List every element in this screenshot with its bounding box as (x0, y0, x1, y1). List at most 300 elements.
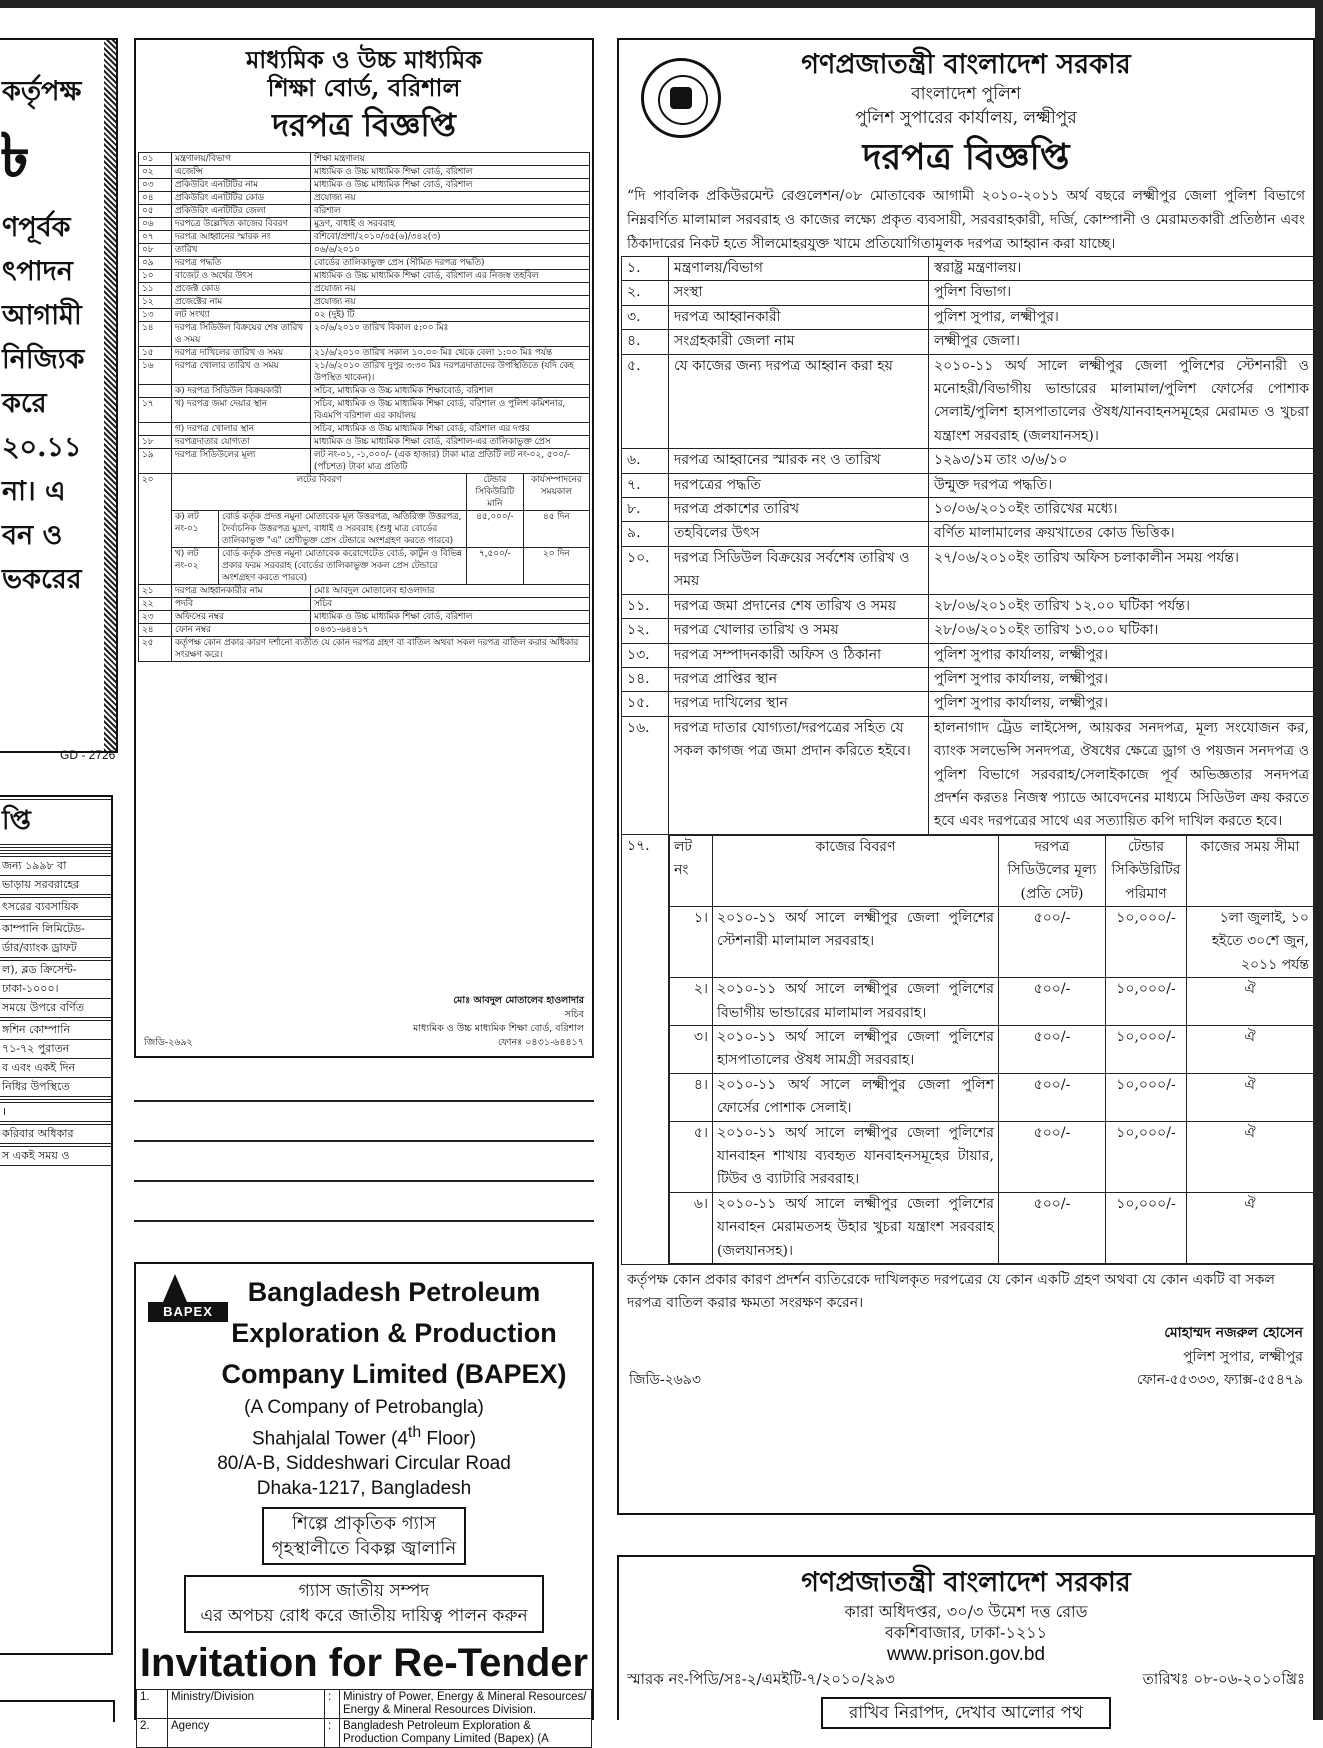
row-number: ০৫ (139, 205, 172, 218)
row-number: ১৯ (139, 449, 172, 474)
row-number: 1. (137, 1690, 168, 1719)
table-row (622, 305, 1315, 329)
table-row (139, 244, 590, 257)
row-value: পুলিশ সুপার কার্যালয়, লক্ষ্মীপুর। (929, 692, 1315, 716)
hatch-border (104, 40, 116, 751)
table-row (139, 585, 590, 598)
row-label: দরপত্র দাখিলের তারিখ ও সময় (172, 347, 311, 360)
row-number: ২৫ (139, 637, 172, 662)
lot-security: ৪৫,০০০/- (466, 511, 523, 548)
row-label: দরপত্র দাতার যোগ্যতা/দরপত্রের সহিত যে সকল কাগজ পত্র জমা প্রদান করিতে হইবে। (669, 716, 929, 834)
row-value: হালনাগাদ ট্রেড লাইসেন্স, আয়কর সনদপত্র, মূল্য সংযোজন কর, ব্যাংক সলভেন্সি সনদপত্র, ঔষধের ক্ষেত্রে ড্রাগ ও পয়জন সনদপত্র ও পুলিশ বিভাগে সরবরাহ/সেলাইকাজে পূর্ব অভিজ্ঞতার সনদপত্র প্রদর্শন করতঃ নিজস্ব প্যাডে আবেদনের মাধ্যমে সিডিউল ক্রয় করতে হবে এবং দরপত্রের সাথে এর সত্যায়িত কপি দাখিল করতে হবে। (929, 716, 1315, 834)
bapex-logo-text: BAPEX (148, 1302, 228, 1322)
lot-cell (172, 548, 467, 585)
row-number: ১৫ (139, 347, 172, 360)
row-label: লট সংখ্যা (172, 309, 311, 322)
table-row (139, 153, 590, 166)
table-row (139, 385, 590, 398)
row-number: ৭. (622, 473, 669, 497)
row-separator: : (325, 1719, 340, 1748)
left-notice-row: প্তি (2, 806, 31, 836)
divider (134, 1220, 594, 1222)
contact-numbers: ফোন-৫৫৩৩৩, ফ্যাক্স-৫৫৪৭৯ (1136, 1372, 1303, 1389)
row-number: ৪. (622, 330, 669, 354)
left-notice-row: ঙ্গশিন কোম্পানি (0, 1021, 111, 1040)
row-value: প্রযোজ্য নয় (311, 192, 590, 205)
lot-price: ৫০০/- (999, 906, 1106, 977)
row-number: ২৩ (139, 611, 172, 624)
row-label: পদবি (172, 598, 311, 611)
lot-row (670, 978, 1314, 1026)
lot-number: ৪। (670, 1073, 713, 1121)
police-footer (619, 1369, 1313, 1391)
lot-number: ১। (670, 906, 713, 977)
row-label: Ministry/Division (168, 1690, 325, 1719)
row-value: ২১/৬/২০১০ তারিখ দুপুর ৩:৩০ মিঃ দরপত্রদাতাদের উপস্থিতিতে (যদি কেহ উপস্থিত থাকেন)। (311, 360, 590, 385)
board-signature-block (144, 994, 584, 1050)
row-label: Agency (168, 1719, 325, 1748)
lot-security: ১০,০০০/- (1106, 978, 1187, 1026)
memo-row (619, 1667, 1313, 1691)
left-notice-row: স একই সময় ও (0, 1147, 111, 1166)
table-row (139, 347, 590, 360)
row-label: দরপত্র দাখিলের স্থান (669, 692, 929, 716)
row-value: পুলিশ সুপার কার্যালয়, লক্ষ্মীপুর। (929, 643, 1315, 667)
row-value: মোঃ আবদুল মোতালেব হাওলাদার (311, 585, 590, 598)
row-number: ০৪ (139, 192, 172, 205)
table-row (139, 309, 590, 322)
top-border (0, 0, 1323, 8)
left-notice-row: ব এবং একই দিন (0, 1059, 111, 1078)
barishal-board-tender-notice (134, 38, 594, 1058)
table-row (622, 330, 1315, 354)
lot-description: ২০১০-১১ অর্থ সালে লক্ষ্মীপুর জেলা পুলিশ ফোর্সের পোশাক সেলাই। (713, 1073, 999, 1121)
row-number: ১৩ (139, 309, 172, 322)
table-row (139, 624, 590, 637)
row-separator: : (325, 1690, 340, 1719)
row-label: প্রকিউরিং এনটিটির নাম (172, 179, 311, 192)
row-number: ১১. (622, 594, 669, 618)
table-row (622, 619, 1315, 643)
table-row (622, 716, 1315, 834)
left-ad-line: না। এ (2, 476, 66, 507)
row-label: দরপত্রে উল্লেখিত কাজের বিবরণ (172, 218, 311, 231)
row-number: ০২ (139, 166, 172, 179)
row-label: প্রকিউরিং এনটিটির কোড (172, 192, 311, 205)
prison-address-line2: বকশিবাজার, ঢাকা-১২১১ (884, 1623, 1048, 1642)
row-value: প্রযোজ্য নয় (311, 296, 590, 309)
lot-time-limit: ঐ (1187, 1192, 1314, 1263)
row-value: শিক্ষা মন্ত্রণালয় (311, 153, 590, 166)
lot-price-header: দরপত্র সিডিউলের মূল্য (প্রতি সেট) (999, 835, 1106, 906)
row-number: ১৭ (139, 398, 172, 423)
row-label: ক) দরপত্র সিডিউল বিক্রয়কারী (172, 385, 311, 398)
table-row (139, 449, 590, 474)
row-value: ২০/৬/২০১০ তারিখ বিকাল ৫:০০ মিঃ (311, 322, 590, 347)
left-notice-row: ৎসরের ব্যবসায়িক (0, 898, 111, 917)
row-label: মন্ত্রণালয়/বিভাগ (172, 153, 311, 166)
row-label: সংগ্রহকারী জেলা নাম (669, 330, 929, 354)
lot-security: ১০,০০০/- (1106, 1073, 1187, 1121)
slogan-line: গৃহস্থালীতে বিকল্প জ্বালানি (271, 1538, 457, 1560)
row-number: ৮. (622, 498, 669, 522)
left-ad-line: আগামী (2, 300, 82, 331)
row-label: দরপত্র আহ্বানের স্মারক নং (172, 231, 311, 244)
row-number: ১২. (622, 619, 669, 643)
row-label: সংস্থা (669, 281, 929, 305)
row-label: দরপত্রদাতার যোগ্যতা (172, 436, 311, 449)
board-title-line2: শিক্ষা বোর্ড, বরিশাল (267, 73, 461, 102)
lot-number: ৫। (670, 1121, 713, 1192)
row-label: দরপত্র আহ্বানকারী (669, 305, 929, 329)
table-row (139, 322, 590, 347)
lot-price: ৫০০/- (999, 1192, 1106, 1263)
row-label: প্রজেক্টের নাম (172, 296, 311, 309)
left-notice-row: ঢাকা-১০০০। (0, 980, 111, 999)
row-label: দরপত্র আহ্বানের স্মারক নং ও তারিখ (669, 449, 929, 473)
row-value: সচিব, মাধ্যমিক ও উচ্চ মাধ্যমিক শিক্ষাবোর্ড, বরিশাল (311, 385, 590, 398)
national-resource-slogan-box (184, 1575, 543, 1633)
lot-price: ৫০০/- (999, 1026, 1106, 1074)
lot-price: ৫০০/- (999, 1121, 1106, 1192)
table-row (139, 218, 590, 231)
lot-time-limit: ঐ (1187, 978, 1314, 1026)
row-value: লট নং-০১, -১,০০০/- (এক হাজার) টাকা মাত্র প্রতিটি লট নং-০২, ৫০০/- (পাঁচশত) টাকা মাত্র প্রতিটি (311, 449, 590, 474)
slogan-line: এর অপচয় রোধ করে জাতীয় দায়িত্ব পালন করুন (200, 1606, 528, 1627)
row-number: ১৬. (622, 716, 669, 834)
table-row (139, 192, 590, 205)
row-number: ২৪ (139, 624, 172, 637)
left-gd-number: GD - 2726 (60, 748, 116, 762)
row-number: ১০ (139, 270, 172, 283)
left-ad-line: কর্তৃপক্ষ (2, 76, 82, 107)
table-row (622, 546, 1315, 594)
lot-description: ২০১০-১১ অর্থ সালে লক্ষ্মীপুর জেলা পুলিশের যানবাহন মেরামতসহ উহার খুচরা যন্ত্রাংশ সরবরাহ (জলযানসহ)। (713, 1192, 999, 1263)
lot-period: ২০ দিন (523, 548, 589, 585)
lot-number: ৬। (670, 1192, 713, 1263)
table-row (622, 498, 1315, 522)
row-label: দরপত্র সিডিউল বিক্রয়ের শেষ তারিখ ও সময় (172, 322, 311, 347)
table-row (622, 354, 1315, 449)
table-row (139, 296, 590, 309)
company-name-line3: Company Limited (BAPEX) (221, 1359, 567, 1389)
row-label: তহবিলের উৎস (669, 522, 929, 546)
table-row (622, 667, 1315, 691)
lot-description: বোর্ড কর্তৃক প্রদত্ত নমুনা মোতাবেক করোগেটেড বোর্ড, কার্টুন ও বিভিন্ন প্রকার ফরম সরবরাহ (বোর্ডের তালিকাভুক্ত সকল প্রেস টেন্ডারে অংশগ্রহণ করতে পারবে) (222, 549, 462, 583)
row-value: সচিব, মাধ্যমিক ও উচ্চ মাধ্যমিক শিক্ষা বোর্ড, বরিশাল ও পুলিশ কমিশনার, বিএমপি বরিশাল এর কার্যালয় (311, 398, 590, 423)
left-notice-row: র্ডার/ব্যাংক ড্রাফট (0, 939, 111, 958)
lot-description: বোর্ড কর্তৃক প্রদত্ত নমুনা মোতাবেক মূল উত্তরপত্র, অতিরিক্ত উত্তরপত্র, দৈর্ব্যচনিক উত্তরপত্র মুদ্রণ, বাধাই ও সরবরাহ (শুধু মাত্র বোর্ডের তালিকাভুক্ত "এ" শ্রেণীভুক্ত প্রেস টেন্ডারে অংশগ্রহণ করতে পারবে) (222, 512, 462, 546)
left-ad-line: ৎপাদন (2, 256, 73, 287)
table-row (139, 257, 590, 270)
row-value: কর্তৃপক্ষ কোন প্রকার কারণ দর্শানো ব্যতীত যে কোন দরপত্র গ্রহণ বা বাতিল অথবা সকল দরপত্র বাতিল করার অধিকার সংরক্ষণ করে। (172, 637, 590, 662)
row-value: মাধ্যমিক ও উচ্চ মাধ্যমিক শিক্ষা বোর্ড, বরিশাল (311, 611, 590, 624)
table-row (622, 522, 1315, 546)
lot-row (139, 511, 590, 548)
row-number: ৩. (622, 305, 669, 329)
board-title-line1: মাধ্যমিক ও উচ্চ মাধ্যমিক (245, 45, 483, 74)
lot-security: ১০,০০০/- (1106, 1192, 1187, 1263)
row-label: দরপত্র প্রাপ্তির স্থান (669, 667, 929, 691)
left-notice-row: ল), ব্লড ক্রিসেন্ট- (0, 961, 111, 980)
table-row (139, 179, 590, 192)
row-label: বাজেট ও অর্থের উৎস (172, 270, 311, 283)
lot-security: ৭,৫০০/- (466, 548, 523, 585)
row-number: ০১ (139, 153, 172, 166)
row-label: এজেন্সি (172, 166, 311, 179)
row-value: ২৮/০৬/২০১০ইং তারিখ ১২.০০ ঘটিকা পর্যন্ত। (929, 594, 1315, 618)
lot-description: ২০১০-১১ অর্থ সালে লক্ষ্মীপুর জেলা পুলিশের বিভাগীয় ভান্ডারের মালামাল সরবরাহ। (713, 978, 999, 1026)
row-number: 2. (137, 1719, 168, 1748)
table-row (139, 283, 590, 296)
notice-heading: দরপত্র বিজ্ঞপ্তি (862, 136, 1070, 178)
lot-time-limit: ঐ (1187, 1121, 1314, 1192)
left-ad-line: বন ও (2, 520, 63, 551)
row-value: মাধ্যমিক ও উচ্চ মাধ্যমিক শিক্ষা বোর্ড, বরিশাল-এর তালিকাভুক্ত প্রেস (311, 436, 590, 449)
row-value: পুলিশ বিভাগ। (929, 281, 1315, 305)
board-phone: ফোনঃ ০৪৩১-৬৪৪১৭ (497, 1037, 584, 1048)
lot-description: ২০১০-১১ অর্থ সালে লক্ষ্মীপুর জেলা পুলিশের হাসপাতালের ঔষধ সামগ্রী সরবরাহ। (713, 1026, 999, 1074)
row-label: দরপত্র পদ্ধতি (172, 257, 311, 270)
prison-directorate-notice (617, 1555, 1315, 1723)
row-label: দরপত্র সম্পাদনকারী অফিস ও ঠিকানা (669, 643, 929, 667)
row-number: ১০. (622, 546, 669, 594)
row-label: দরপত্র জমা প্রদানের শেষ তারিখ ও সময় (669, 594, 929, 618)
left-notice-row: জন্য ১৯৯৮ বা (0, 857, 111, 876)
signatory-name: মোহাম্মদ নজরুল হোসেন (1164, 1325, 1303, 1342)
row-value: ০৬/৬/২০১০ (311, 244, 590, 257)
invitation-heading: Invitation for Re-Tender (139, 1641, 589, 1686)
lot-row (670, 1073, 1314, 1121)
lot-price: ৫০০/- (999, 978, 1106, 1026)
row-label: দরপত্র খোলার তারিখ ও সময় (669, 619, 929, 643)
row-value: মুদ্রণ, বাধাই ও সরবরাহ (311, 218, 590, 231)
table-row (139, 423, 590, 436)
left-cropped-notice (0, 795, 113, 1655)
gd-number: জিডি-২৬৯২ (144, 1037, 193, 1048)
lot-security: ১০,০০০/- (1106, 906, 1187, 977)
gd-number: জিডি-২৬৯৩ (629, 1372, 701, 1389)
lot-cell (172, 511, 467, 548)
row-value: ২৮/০৬/২০১০ইং তারিখ ১৩.০০ ঘটিকা। (929, 619, 1315, 643)
row-number: ১৬ (139, 360, 172, 385)
left-notice-row: করিবার অধিকার (0, 1125, 111, 1144)
row-value: ১২৯৩/১ম তাং ৩/৬/১০ (929, 449, 1315, 473)
row-label: প্রকিউরিং এনটিটির জেলা (172, 205, 311, 218)
row-value: সচিব, মাধ্যমিক ও উচ্চ মাধ্যমিক শিক্ষা বোর্ড, বরিশাল এর দপ্তর (311, 423, 590, 436)
divider (134, 1100, 594, 1102)
left-notice-row: ৭১-৭২ পুরাতন (0, 1040, 111, 1059)
lot-description: ২০১০-১১ অর্থ সালে লক্ষ্মীপুর জেলা পুলিশের স্টেশনারী মালামাল সরবরাহ। (713, 906, 999, 977)
row-label: মন্ত্রণালয়/বিভাগ (669, 257, 929, 281)
company-name-line2: Exploration & Production (231, 1318, 557, 1348)
flame-icon (163, 1274, 187, 1302)
row-value: বরিশাল (311, 205, 590, 218)
row-number: ১১ (139, 283, 172, 296)
row-value: বোর্ডের তালিকাভুক্ত প্রেস (সীমিত দরপত্র পদ্ধতি) (311, 257, 590, 270)
laxmipur-police-tender-notice (617, 38, 1315, 1515)
police-tender-table (621, 256, 1315, 1265)
row-value: ০২ (দুই) টি (311, 309, 590, 322)
table-row (622, 257, 1315, 281)
row-label: অফিসের নম্বর (172, 611, 311, 624)
gov-title: গণপ্রজাতন্ত্রী বাংলাদেশ সরকার (801, 1567, 1131, 1598)
lot-security-header: টেন্ডার সিকিউরিটির পরিমাণ (1106, 835, 1187, 906)
row-label: ফোন নম্বর (172, 624, 311, 637)
lot-number: ৩। (670, 1026, 713, 1074)
lot-security: ১০,০০০/- (1106, 1121, 1187, 1192)
lot-period: ৪৫ দিন (523, 511, 589, 548)
lot-time-limit: ঐ (1187, 1026, 1314, 1074)
row-number (139, 423, 172, 436)
lot-row (139, 548, 590, 585)
company-name-line1: Bangladesh Petroleum (247, 1277, 541, 1307)
row-label: দরপত্র প্রকাশের তারিখ (669, 498, 929, 522)
address-line1: Shahjalal Tower (4th Floor) (251, 1424, 477, 1450)
lot-header-row (670, 835, 1314, 906)
table-row (139, 270, 590, 283)
lot-cell-inner (175, 511, 463, 547)
left-notice-row: কাম্পানি লিমিটেড- (0, 920, 111, 939)
row-number: ১৩. (622, 643, 669, 667)
row-value: ০৪৩১-৬৪৪১৭ (311, 624, 590, 637)
lot-row (670, 906, 1314, 977)
row-number: ১৮ (139, 436, 172, 449)
row-value: স্বরাষ্ট্র মন্ত্রণালয়। (929, 257, 1315, 281)
lot-price: ৫০০/- (999, 1073, 1106, 1121)
row-label: যে কাজের জন্য দরপত্র আহ্বান করা হয় (669, 354, 929, 449)
police-signature (619, 1321, 1313, 1369)
left-notice-row: সময়ে উপরে বর্ণিত (0, 999, 111, 1018)
lot-cell-inner (175, 548, 463, 584)
table-row (139, 436, 590, 449)
row-value: ২১/৬/২০১০ তারিখ সকাল ১০.০০ মিঃ থেকে বেলা ১:০০ মিঃ পর্যন্ত (311, 347, 590, 360)
signatory-title: পুলিশ সুপার, লক্ষ্মীপুর (1183, 1349, 1303, 1366)
table-row (139, 205, 590, 218)
row-value: উন্মুক্ত দরপত্র পদ্ধতি। (929, 473, 1315, 497)
police-lot-table (669, 835, 1314, 1264)
bapex-retender-notice (134, 1262, 594, 1746)
slogan-line: শিল্পে প্রাকৃতিক গ্যাস (292, 1513, 436, 1535)
lot-row (670, 1026, 1314, 1074)
board-tender-table (138, 152, 590, 662)
table-row (622, 643, 1315, 667)
divider (134, 1180, 594, 1182)
gas-slogan-box (262, 1507, 466, 1565)
bapex-logo (148, 1274, 228, 1328)
table-row (622, 449, 1315, 473)
lot-table-cell (669, 834, 1315, 1264)
prison-website-link[interactable]: www.prison.gov.bd (886, 1644, 1046, 1665)
left-ad-line: নিজ্যিক (2, 344, 85, 375)
row-label: প্রজেক্ট কোড (172, 283, 311, 296)
left-notice-row: ভাড়ায় সরবরাহের (0, 876, 111, 895)
row-value: Bangladesh Petroleum Exploration & Production Company Limited (Bapex) (A (340, 1719, 592, 1748)
row-number: ০৮ (139, 244, 172, 257)
row-number: ০৭ (139, 231, 172, 244)
row-number: ১৭. (622, 834, 669, 1264)
row-number: ০৯ (139, 257, 172, 270)
memo-date: তারিখঃ ০৮-০৬-২০১০খ্রিঃ (1142, 1670, 1305, 1688)
signatory-org: মাধ্যমিক ও উচ্চ মাধ্যমিক শিক্ষা বোর্ড, বরিশাল (412, 1023, 584, 1034)
address-line2: 80/A-B, Siddeshwari Circular Road (217, 1453, 511, 1475)
row-label: গ) দরপত্র খোলার স্থান (172, 423, 311, 436)
authority-note: কর্তৃপক্ষ কোন প্রকার কারণ প্রদর্শন ব্যতিরেকে দাখিলকৃত দরপত্রের যে কোন একটি গ্রহণ অথবা যে কোন একটি বা সকল দরপত্র বাতিল করার ক্ষমতা সংরক্ষণ করেন। (627, 1272, 1275, 1312)
lot-row (670, 1192, 1314, 1263)
gov-title: গণপ্রজাতন্ত্রী বাংলাদেশ সরকার (801, 49, 1131, 80)
left-ad-line: ভকরের (2, 564, 82, 595)
table-row (139, 637, 590, 662)
notice-heading: দরপত্র বিজ্ঞপ্তি (272, 106, 456, 144)
row-number: ২০ (139, 474, 172, 585)
row-number: ০৩ (139, 179, 172, 192)
row-value: ১০/০৬/২০১০ইং তারিখের মধ্যে। (929, 498, 1315, 522)
lot-number: খ) লট নং-০২ (175, 548, 219, 584)
row-label: দরপত্রের পদ্ধতি (669, 473, 929, 497)
left-cropped-ad (0, 38, 118, 753)
lot-section-row (622, 834, 1315, 1264)
lot-row (670, 1121, 1314, 1192)
row-label: দরপত্র আহ্বানকারীর নাম (172, 585, 311, 598)
company-parent: (A Company of Petrobangla) (244, 1397, 484, 1418)
row-number: ১৪ (139, 322, 172, 347)
table-row (139, 611, 590, 624)
address-line3: Dhaka-1217, Bangladesh (256, 1478, 472, 1500)
row-number: ৯. (622, 522, 669, 546)
row-label: দরপত্র খোলার তারিখ ও সময় (172, 360, 311, 385)
lot-security: ১০,০০০/- (1106, 1026, 1187, 1074)
row-value: ২০১০-১১ অর্থ সালে লক্ষ্মীপুর জেলা পুলিশের স্টেশনারী ও মনোহরী/বিভাগীয় ভান্ডারের মালামাল/পুলিশ ফোর্সের পোশাক সেলাই/পুলিশ হাসপাতালের ঔষধ/যানবাহনসমূহের মেরামত ও খুচরা যন্ত্রাংশ সরবরাহ (জলযানসহ)। (929, 354, 1315, 449)
row-label: খ) দরপত্র জমা দেয়ার স্থান (172, 398, 311, 423)
row-number: ১. (622, 257, 669, 281)
row-value: বশিবো/প্রশা/২০১০/৩৫(৬)/৩৪২(৩) (311, 231, 590, 244)
left-ad-line: ণপূর্বক (2, 212, 71, 243)
row-value: লক্ষ্মীপুর জেলা। (929, 330, 1315, 354)
row-value: পুলিশ সুপার কার্যালয়, লক্ষ্মীপুর। (929, 667, 1315, 691)
government-emblem-icon (641, 58, 721, 138)
prison-address-line1: কারা অধিদপ্তর, ৩০/৩ উমেশ দত্ত রোড (844, 1602, 1088, 1621)
lot-time-limit: ঐ (1187, 1073, 1314, 1121)
table-row (139, 360, 590, 385)
table-row (622, 692, 1315, 716)
lot-period-header: কার্যসম্পাদনের সময়কাল (523, 474, 589, 511)
row-number: ২১ (139, 585, 172, 598)
dept-name: বাংলাদেশ পুলিশ (911, 84, 1021, 104)
lot-desc-header: লটের বিবরণ (172, 474, 467, 511)
row-number: ০৬ (139, 218, 172, 231)
row-number: ১২ (139, 296, 172, 309)
lot-number: ক) লট নং-০১ (175, 511, 219, 547)
right-border (1315, 0, 1323, 1720)
office-name: পুলিশ সুপারের কার্যালয়, লক্ষ্মীপুর (855, 108, 1077, 128)
left-ad-line: ২০.১১ (2, 432, 82, 463)
lot-number: ২। (670, 978, 713, 1026)
notice-intro: “দি পাবলিক প্রকিউরমেন্ট রেগুলেশন/০৮ মোতাবেক আগামী ২০১০-২০১১ অর্থ বছরে লক্ষ্মীপুর জেলা পুলিশ বিভাগে নিম্নবর্ণিত মালামাল সরবরাহ ও কাজের লক্ষ্যে প্রকৃত ব্যবসায়ী, সরবরাহকারী, দর্জি, কোম্পানী ও মেরামতকারী প্রতিষ্ঠান এবং ঠিকাদারের নিকট হতে সীলমোহরযুক্ত খামে প্রতিযোগিতামূলক দরপত্র আহ্বান করা যাচ্ছে। (627, 188, 1305, 252)
row-value: ২৭/০৬/২০১০ইং তারিখ অফিস চলাকালীন সময় পর্যন্ত। (929, 546, 1315, 594)
row-value: বর্ণিত মালামালের ক্রয়খাতের কোড ভিত্তিক। (929, 522, 1315, 546)
row-number: ১৫. (622, 692, 669, 716)
row-label: দরপত্র সিডিউল বিক্রয়ের সর্বশেষ তারিখ ও সময় (669, 546, 929, 594)
row-value: পুলিশ সুপার, লক্ষ্মীপুর। (929, 305, 1315, 329)
table-row (622, 594, 1315, 618)
taka-icon: ৳ (0, 121, 30, 191)
memo-number: স্মারক নং-পিডি/সঃ-২/এমইটি-৭/২০১০/২৯৩ (627, 1670, 895, 1688)
table-row (622, 473, 1315, 497)
row-number (139, 385, 172, 398)
row-number: ৬. (622, 449, 669, 473)
table-row (137, 1690, 592, 1719)
lot-desc-header: কাজের বিবরণ (713, 835, 999, 906)
